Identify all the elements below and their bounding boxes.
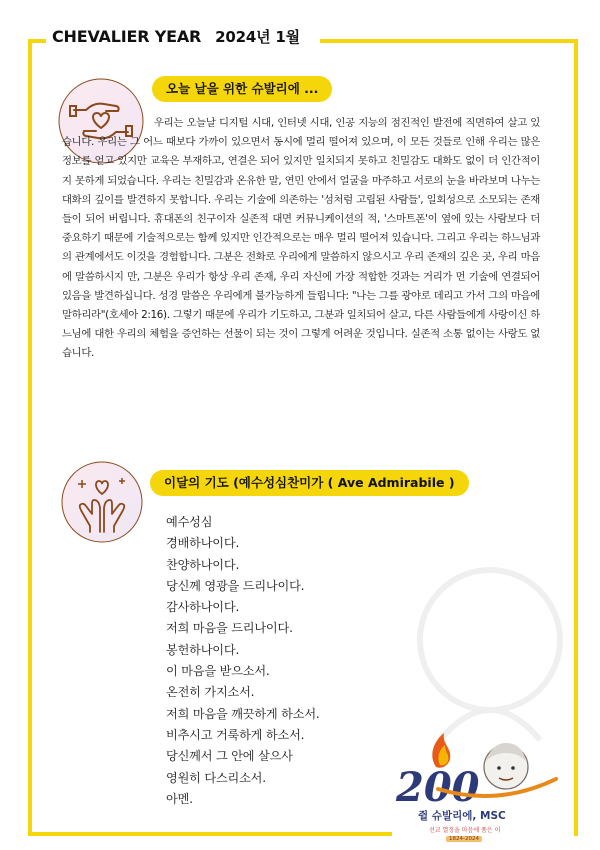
frame-bottom <box>28 832 392 836</box>
frame-left <box>28 39 32 836</box>
prayer-line: 비추시고 거룩하게 하소서. <box>166 727 305 742</box>
prayer-line: 찬양하나이다. <box>166 557 240 572</box>
prayer-line: 당신께서 그 안에 살으사 <box>166 749 293 764</box>
praying-hands-heart-icon <box>58 460 146 544</box>
prayer-line: 감사하나이다. <box>166 600 240 615</box>
prayer-line: 경배하나이다. <box>166 536 240 551</box>
prayer-line: 이 마음을 받으소서. <box>166 664 270 679</box>
logo-number: 200 <box>396 764 480 811</box>
section-heading-prayer: 이달의 기도 (예수성심찬미가 ( Ave Admirabile ) <box>150 470 469 496</box>
prayer-line: 저희 마음을 드리나이다. <box>166 621 293 636</box>
prayer-line: 영원히 다스리소서. <box>166 770 266 785</box>
prayer-line: 아멘. <box>166 791 193 806</box>
prayer-line: 봉헌하나이다. <box>166 642 240 657</box>
header-title-text: CHEVALIER YEAR <box>52 27 202 46</box>
prayer-lines <box>166 512 320 810</box>
logo-name: 쥘 슈발리에, MSC <box>418 810 506 822</box>
frame-right <box>574 39 578 836</box>
prayer-line: 당신께 영광을 드리나이다. <box>166 578 305 593</box>
prayer-line: 예수성심 <box>166 515 213 529</box>
essay-text: 우리는 오늘날 디지털 시대, 인터넷 시대, 인공 지능의 점진적인 발전에 직면하여 살고 있습니다. 우리는 그 어느 때보다 가까이 있으면서 동시에 멀리 떨어져 있으며, 이 모든 것들로 인해 우리는 많은 정보를 얻고 있지만 교육은 부재하고, 연결은 되어 있지만 일치되지 못하고 친밀감도 대화도 없이 더 인간적이지 못하게 되었습니다. 우리는 친밀감과 온유한 말, 연민 안에서 얼굴을 마주하고 서로의 눈을 바라보며 나누는 대화의 깊이를 발견하지 못합니다. 우리는 기술에 의존하는 '섬처럼 고립된 사람들', 일회성으로 소모되는 존재들이 되어 버립니다. 휴대폰의 친구이자 실존적 대면 커뮤니케이션의 적, '스마트폰'이 옆에 있는 사람보다 더 중요하기 때문에 기술적으로는 함께 있지만 인간적으로는 매우 멀리 떨어져 있습니다. 그리고 우리는 하느님과의 관계에서도 이것을 경험합니다. 그분은 전화로 우리에게 말씀하지 않으시고 우리 존재의 깊은 곳, 우리 마음에 말씀하시지 만, 그분은 우리가 항상 우리 존재, 우리 자신에 가장 적합한 것과는 거리가 먼 기술에 연결되어 있음을 발견하십니다. 성경 말씀은 우리에게 불가능하게 들립니다: "나는 그를 광야로 데리고 가서 그의 마음에 말하리라"(호세아 2:16). 그렇기 때문에 우리가 기도하고, 그분과 일치되어 살고, 다른 사람들에게 사랑이신 하느님에 대한 우리의 체험을 증언하는 선물이 되는 것이 그렇게 어려운 것입니다. 실존적 소통 없이는 사랑도 없습니다. <box>62 117 540 360</box>
frame-top-right <box>320 39 578 43</box>
header-date: 2024년 1월 <box>215 28 300 46</box>
prayer-line: 온전히 가지소서. <box>166 685 255 700</box>
page-title <box>52 26 300 47</box>
section-heading-today: 오늘 날을 위한 슈발리에 ... <box>152 76 332 102</box>
logo-years: 1824-2024 <box>446 836 482 842</box>
prayer-line: 저희 마음을 깨끗하게 하소서. <box>166 706 320 721</box>
logo-tagline: 선교 열정을 마음에 품은 이 <box>429 827 501 834</box>
